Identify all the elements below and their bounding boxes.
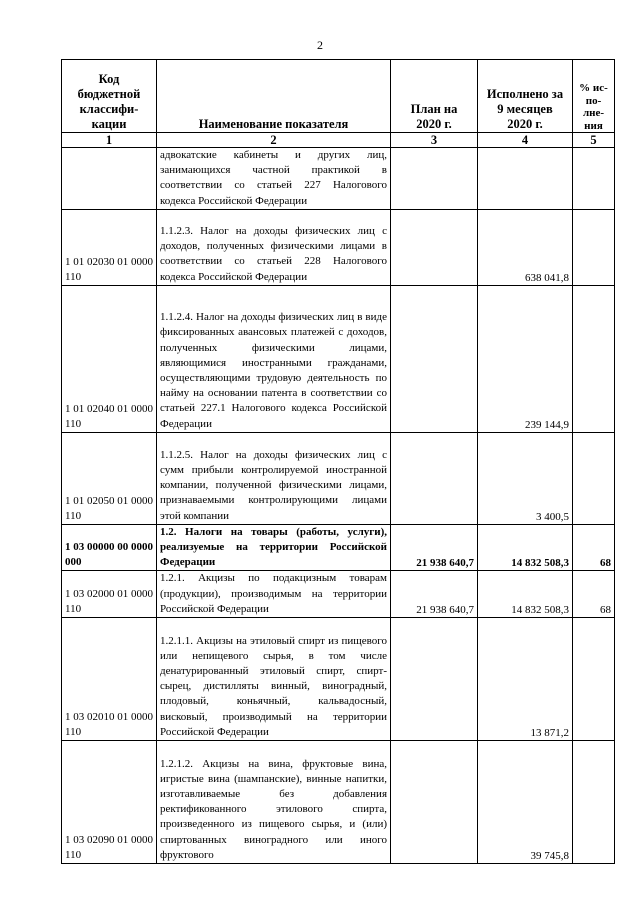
row-code: 1 03 02000 01 0000 110 — [62, 571, 157, 618]
row-executed: 14 832 508,3 — [478, 571, 573, 618]
row-percent — [573, 209, 615, 285]
row-name: 1.2.1.1. Акцизы на этиловый спирт из пищевого или непищевого сырья, в том числе денатурированный этиловый спирт, спирт-сырец, дистилляты винный, виноградный, плодовый, коньячный, кальвадосный, висковый, производимый на территории Российской Федерации — [157, 618, 391, 741]
row-percent: 68 — [573, 571, 615, 618]
table-row — [62, 741, 615, 864]
table-row — [62, 148, 615, 210]
table-row — [62, 285, 615, 432]
row-plan — [391, 209, 478, 285]
row-percent — [573, 618, 615, 741]
row-executed — [478, 148, 573, 210]
row-name: 1.1.2.5. Налог на доходы физических лиц с сумм прибыли контролируемой иностранной компании, полученной физическими лицами, признаваемыми контролирующими лицами этой компании — [157, 432, 391, 524]
budget-table — [61, 59, 615, 864]
row-code: 1 03 00000 00 0000 000 — [62, 524, 157, 571]
row-plan — [391, 618, 478, 741]
header-executed: Исполнено за 9 месяцев 2020 г. — [478, 60, 573, 133]
table-row — [62, 209, 615, 285]
header-name: Наименование показателя — [157, 60, 391, 133]
header-row — [62, 60, 615, 133]
row-code: 1 03 02090 01 0000 110 — [62, 741, 157, 864]
row-percent: 68 — [573, 524, 615, 571]
row-executed: 39 745,8 — [478, 741, 573, 864]
column-number-row — [62, 133, 615, 148]
row-code: 1 01 02040 01 0000 110 — [62, 285, 157, 432]
row-code: 1 03 02010 01 0000 110 — [62, 618, 157, 741]
row-percent — [573, 285, 615, 432]
row-executed: 638 041,8 — [478, 209, 573, 285]
row-name: 1.2.1.2. Акцизы на вина, фруктовые вина, игристые вина (шампанские), винные напитки, изготавливаемые без добавления ректификованного этилового спирта, произведенного из пищевого сырья, и (или) спиртованных виноградного или иного фруктового — [157, 741, 391, 864]
row-name: 1.1.2.4. Налог на доходы физических лиц в виде фиксированных авансовых платежей с доходов, полученных физическими лицами, являющимися иностранными гражданами, осуществляющими трудовую деятельность по найму на основании патента в соответствии со статьей 227.1 Налогового кодекса Российской Федерации — [157, 285, 391, 432]
row-plan: 21 938 640,7 — [391, 571, 478, 618]
row-plan: 21 938 640,7 — [391, 524, 478, 571]
header-code: Код бюджетной классифи-кации — [62, 60, 157, 133]
row-plan — [391, 741, 478, 864]
row-plan — [391, 432, 478, 524]
row-name: 1.2.1. Акцизы по подакцизным товарам (продукции), производимым на территории Российской Федерации — [157, 571, 391, 618]
row-plan — [391, 285, 478, 432]
row-name: адвокатские кабинеты и других лиц, занимающихся частной практикой в соответствии со статьей 227 Налогового кодекса Российской Федерации — [157, 148, 391, 210]
column-number: 1 — [62, 133, 157, 148]
column-number: 2 — [157, 133, 391, 148]
row-executed: 239 144,9 — [478, 285, 573, 432]
header-percent: % ис-по-лне-ния — [573, 60, 615, 133]
header-plan: План на 2020 г. — [391, 60, 478, 133]
row-code: 1 01 02030 01 0000 110 — [62, 209, 157, 285]
row-percent — [573, 432, 615, 524]
column-number: 3 — [391, 133, 478, 148]
row-percent — [573, 741, 615, 864]
row-plan — [391, 148, 478, 210]
row-executed: 3 400,5 — [478, 432, 573, 524]
row-name: 1.2. Налоги на товары (работы, услуги), реализуемые на территории Российской Федерации — [157, 524, 391, 571]
row-code — [62, 148, 157, 210]
row-executed: 14 832 508,3 — [478, 524, 573, 571]
table-row — [62, 571, 615, 618]
row-code: 1 01 02050 01 0000 110 — [62, 432, 157, 524]
row-executed: 13 871,2 — [478, 618, 573, 741]
table-row — [62, 618, 615, 741]
row-percent — [573, 148, 615, 210]
column-number: 4 — [478, 133, 573, 148]
table-row — [62, 432, 615, 524]
column-number: 5 — [573, 133, 615, 148]
page-number: 2 — [317, 38, 323, 52]
row-name: 1.1.2.3. Налог на доходы физических лиц с доходов, полученных физическими лицами в соответствии со статьей 228 Налогового кодекса Российской Федерации — [157, 209, 391, 285]
table-row-total — [62, 524, 615, 571]
